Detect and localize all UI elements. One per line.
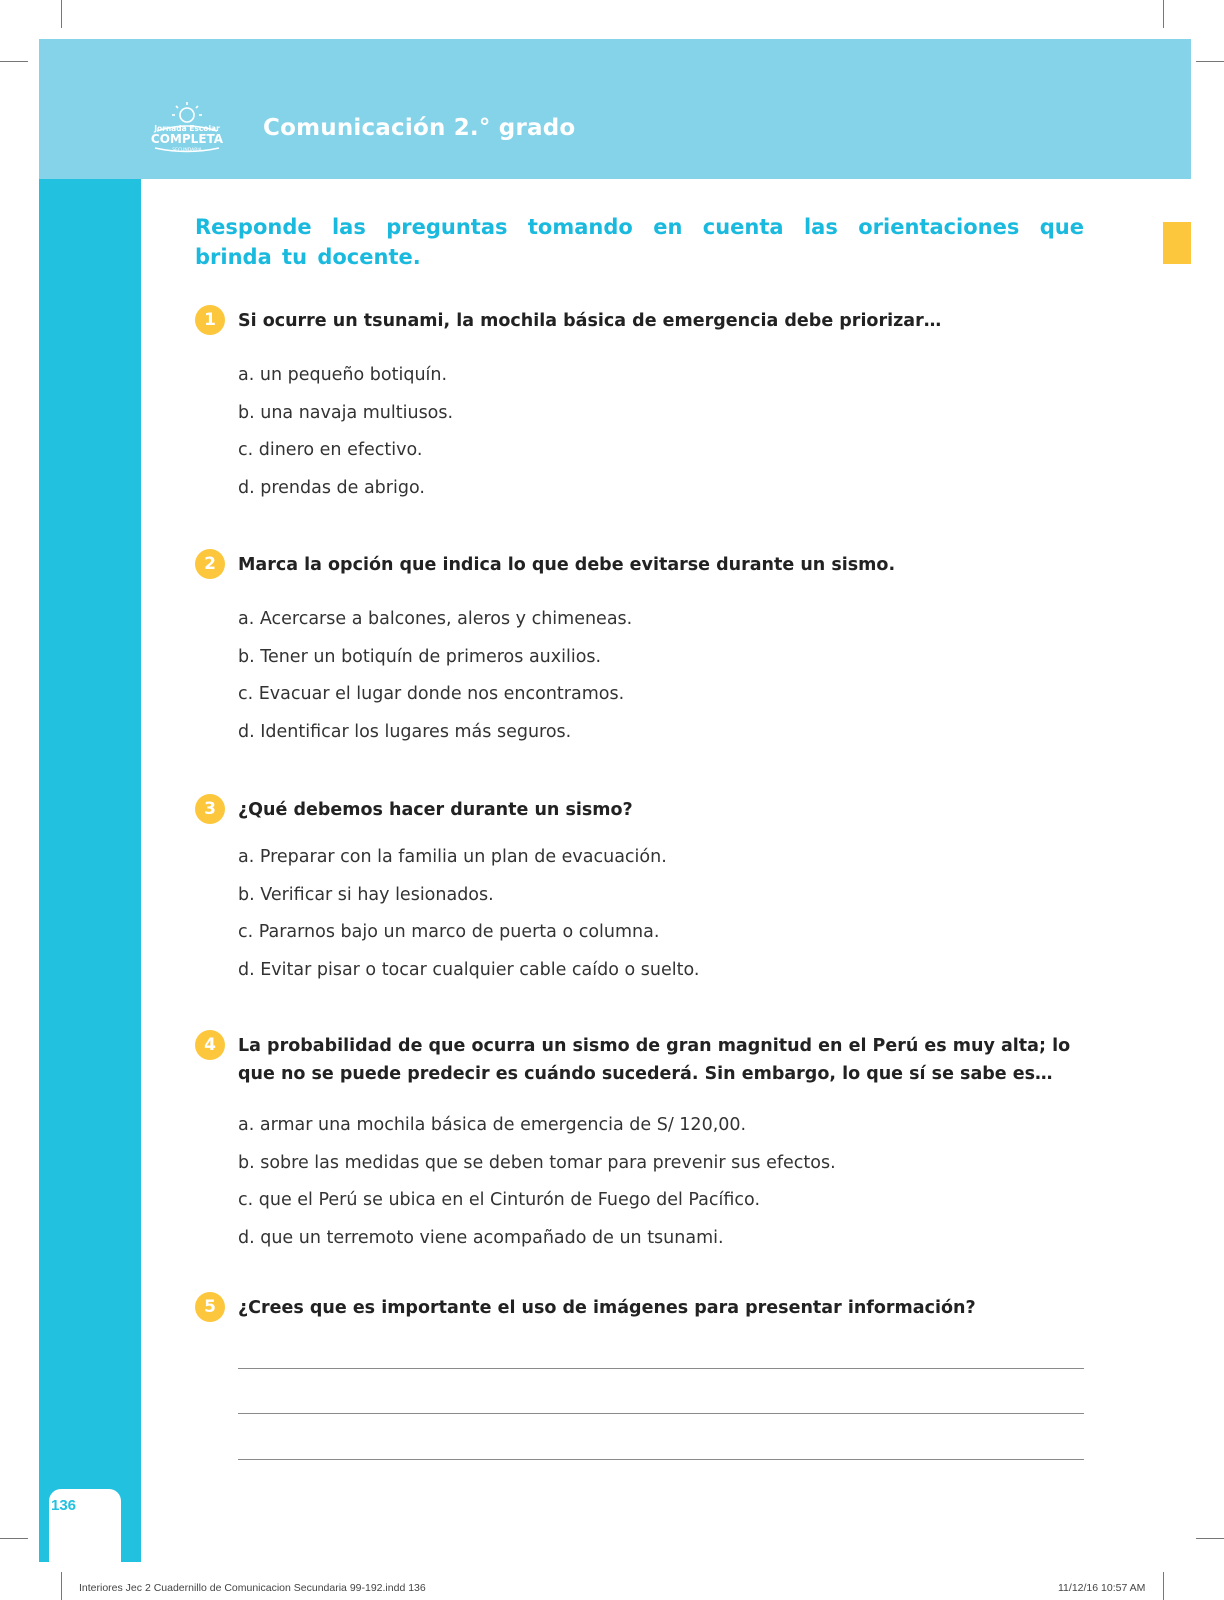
answer-line[interactable]	[238, 1368, 1084, 1369]
page-number-tab	[49, 1489, 121, 1562]
options-list	[238, 1114, 836, 1264]
option-a[interactable]: a. armar una mochila básica de emergencia de S/ 120,00.	[238, 1115, 747, 1135]
footer-file-info: Interiores Jec 2 Cuadernillo de Comunicacion Secundaria 99-192.indd 136	[79, 1582, 426, 1594]
question-text: Si ocurre un tsunami, la mochila básica de emergencia debe priorizar…	[238, 311, 942, 331]
logo-line-1: Jornada Escolar	[154, 124, 220, 133]
instruction-heading: Responde las preguntas tomando en cuenta las orientaciones que brinda tu docente.	[195, 215, 1084, 269]
question-number-badge: 4	[195, 1030, 225, 1060]
crop-mark	[1196, 61, 1224, 62]
question-text: La probabilidad de que ocurra un sismo de gran magnitud en el Perú es muy alta; lo que no se puede predecir es cuándo sucederá. Sin embargo, lo que sí se sabe es…	[238, 1036, 1071, 1084]
option-d[interactable]: d. que un terremoto viene acompañado de un tsunami.	[238, 1227, 724, 1248]
crop-mark	[1196, 1538, 1224, 1539]
question-number-badge: 5	[195, 1292, 225, 1322]
option-d[interactable]: d. Identificar los lugares más seguros.	[238, 721, 572, 742]
option-a[interactable]: a. Preparar con la familia un plan de evacuación.	[238, 847, 667, 867]
option-c[interactable]: c. Evacuar el lugar donde nos encontramos.	[238, 684, 625, 704]
option-d[interactable]: d. Evitar pisar o tocar cualquier cable caído o suelto.	[238, 959, 700, 980]
options-list	[238, 364, 453, 514]
page-number: 136	[51, 1497, 77, 1514]
question-number-badge: 1	[195, 305, 225, 335]
logo-line-2: COMPLETA	[150, 132, 224, 146]
crop-mark	[61, 1572, 62, 1600]
jornada-escolar-logo	[147, 101, 227, 157]
option-b[interactable]: b. sobre las medidas que se deben tomar para prevenir sus efectos.	[238, 1152, 836, 1173]
option-c[interactable]: c. dinero en efectivo.	[238, 440, 423, 460]
answer-line[interactable]	[238, 1413, 1084, 1414]
option-b[interactable]: b. Tener un botiquín de primeros auxilios.	[238, 646, 602, 667]
crop-mark	[1163, 0, 1164, 28]
option-b[interactable]: b. Verificar si hay lesionados.	[238, 884, 494, 905]
crop-mark	[61, 0, 62, 28]
option-c[interactable]: c. que el Perú se ubica en el Cinturón de Fuego del Pacífico.	[238, 1190, 761, 1210]
answer-line[interactable]	[238, 1459, 1084, 1460]
option-d[interactable]: d. prendas de abrigo.	[238, 477, 425, 498]
option-b[interactable]: b. una navaja multiusos.	[238, 402, 454, 423]
question-number-badge: 2	[195, 549, 225, 579]
option-a[interactable]: a. un pequeño botiquín.	[238, 365, 448, 385]
logo-line-3: SECUNDARIA	[172, 148, 202, 153]
crop-mark	[0, 61, 28, 62]
question-text: ¿Qué debemos hacer durante un sismo?	[238, 800, 633, 820]
sidebar-band	[39, 179, 141, 1562]
page-title: Comunicación 2.° grado	[263, 115, 576, 141]
option-c[interactable]: c. Pararnos bajo un marco de puerta o columna.	[238, 922, 660, 942]
crop-mark	[0, 1538, 28, 1539]
header-band	[39, 39, 1191, 179]
question-text: Marca la opción que indica lo que debe evitarse durante un sismo.	[238, 555, 896, 575]
question-number-badge: 3	[195, 794, 225, 824]
question-text: ¿Crees que es importante el uso de imágenes para presentar información?	[238, 1298, 976, 1318]
crop-mark	[1163, 1572, 1164, 1600]
options-list	[238, 846, 699, 996]
option-a[interactable]: a. Acercarse a balcones, aleros y chimeneas.	[238, 609, 633, 629]
footer-datetime: 11/12/16 10:57 AM	[1058, 1582, 1146, 1594]
section-marker	[1163, 222, 1191, 264]
options-list	[238, 608, 632, 758]
